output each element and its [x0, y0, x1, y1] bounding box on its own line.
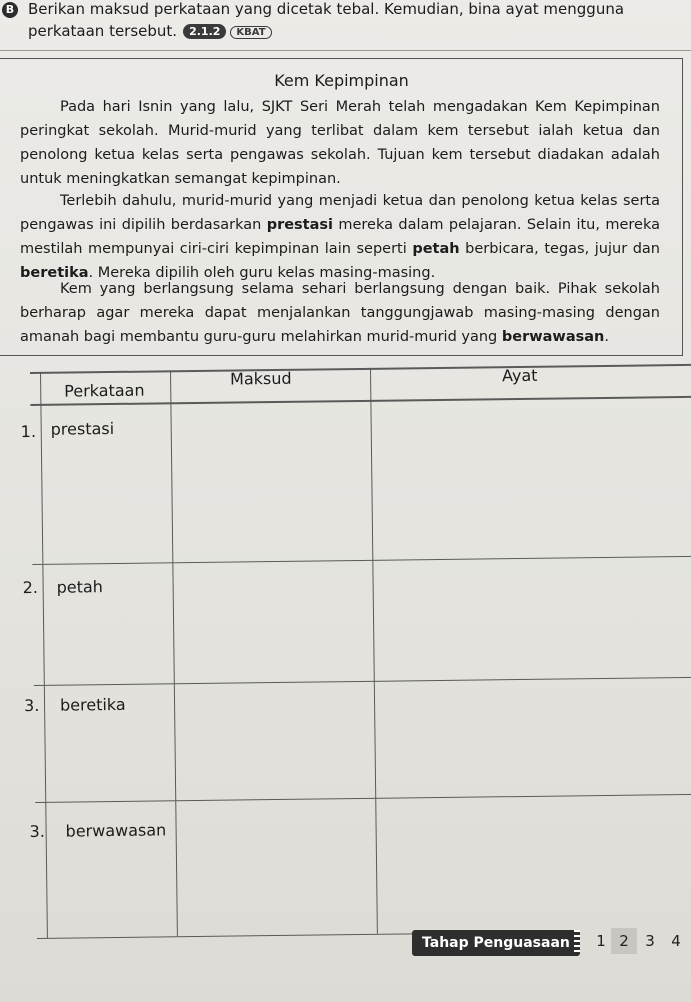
table-top-rule: [30, 364, 691, 374]
table-col-line: [170, 370, 178, 936]
instruction-line-2: [28, 22, 272, 40]
mastery-level-4[interactable]: 4: [671, 932, 681, 950]
mastery-level-2[interactable]: 2: [611, 928, 637, 954]
bold-word-petah: petah: [412, 241, 460, 257]
paragraph-text: mereka dalam pelajaran. Selain itu, mereka mestilah mempunyai ciri-ciri kepimpinan lain seperti: [20, 217, 660, 257]
table-row-divider: [32, 556, 691, 565]
table-row-divider: [34, 677, 691, 686]
table-row-word: berwawasan: [65, 820, 167, 841]
instruction-text: perkataan tersebut.: [28, 22, 178, 40]
bold-word-beretika: beretika: [20, 265, 89, 281]
table-row-word: petah: [56, 577, 103, 597]
table-col-line: [40, 372, 48, 938]
table-row-word: beretika: [59, 694, 126, 715]
mastery-level-1[interactable]: 1: [596, 932, 606, 950]
bold-word-berwawasan: berwawasan: [501, 329, 605, 345]
skill-code-badge: 2.1.2: [183, 24, 226, 39]
passage-paragraph-2: [20, 189, 660, 285]
table-col-line: [370, 368, 378, 934]
instruction-line-1: Berikan maksud perkataan yang dicetak tebal. Kemudian, bina ayat mengguna: [28, 0, 625, 18]
paragraph-text: . Mereka dipilih oleh guru kelas masing-masing.: [88, 265, 436, 281]
passage-paragraph-3: [20, 277, 660, 349]
header-maksud: Maksud: [229, 368, 292, 389]
row-number: 3.: [29, 821, 45, 842]
row-number: 1.: [20, 421, 37, 442]
header-ayat: Ayat: [501, 365, 538, 386]
passage-paragraph-1: Pada hari Isnin yang lalu, SJKT Seri Merah telah mengadakan Kem Kepimpinan peringkat sekolah. Murid-murid yang terlibat dalam kem tersebut ialah ketua dan penolong ketua kelas serta pengawas sekolah. Tujuan kem tersebut diadakan adalah untuk meningkatkan semangat kepimpinan.: [20, 99, 660, 187]
passage-title: Kem Kepimpinan: [274, 71, 409, 90]
table-row-word: prestasi: [50, 418, 115, 439]
question-letter: B: [2, 2, 18, 18]
paragraph-text: Kem yang berlangsung selama sehari berlangsung dengan baik. Pihak sekolah berharap agar mereka dapat menjalankan tanggungjawab masing-masing dengan amanah bagi membantu guru-guru melahirkan murid-murid yang: [20, 281, 660, 345]
kbat-badge: KBAT: [230, 26, 271, 39]
table-row-divider: [35, 794, 691, 803]
table-bottom-rule: [37, 933, 417, 939]
paragraph-text: berbicara, tegas, jujur dan: [459, 241, 660, 257]
bold-word-prestasi: prestasi: [266, 217, 333, 233]
dotted-separator: [574, 930, 580, 952]
answer-table: [20, 364, 691, 942]
paragraph-text: .: [604, 329, 609, 345]
mastery-level-label: Tahap Penguasaan: [412, 930, 580, 956]
paragraph-text: Terlebih dahulu, murid-murid yang menjadi ketua dan penolong ketua kelas serta pengawas ini dipilih berdasarkan: [20, 193, 660, 233]
header-perkataan: Perkataan: [64, 380, 145, 401]
passage-box: [0, 58, 683, 356]
section-divider: [0, 50, 691, 51]
row-number: 3.: [23, 695, 40, 716]
mastery-level-3[interactable]: 3: [645, 932, 655, 950]
row-number: 2.: [22, 577, 39, 598]
